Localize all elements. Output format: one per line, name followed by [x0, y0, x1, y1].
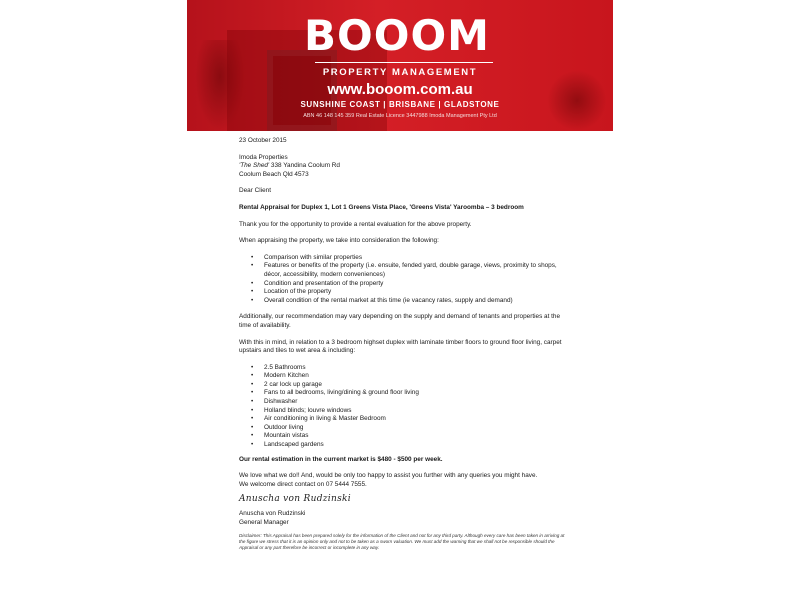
- palm-silhouette-right: [547, 70, 607, 131]
- brand-logo: BOOOM: [304, 11, 490, 60]
- regions-list: SUNSHINE COAST | BRISBANE | GLADSTONE: [300, 100, 500, 109]
- disclaimer: Disclaimer: This Appraisal has been prepared solely for the information of the Client and not for any third party. Although every care has been taken in arriving at the figure we stress that it is an opinion only and not to be taken as a sworn valuation. We must add the warning that we shall not be responsible should the Appraisal or any part therefore be incorrect or incomplete in any way.: [239, 533, 565, 551]
- intro-paragraph: Thank you for the opportunity to provide a rental evaluation for the above property.: [239, 220, 472, 228]
- signer-title: General Manager: [239, 518, 289, 526]
- list-item: • Location of the property: [239, 288, 569, 297]
- list-item: • Condition and presentation of the property: [239, 280, 569, 289]
- closing-line-1: We love what we do!! And, would be only too happy to assist you further with any queries you might have.: [239, 472, 538, 480]
- letterhead-banner: [187, 0, 613, 131]
- letter-date: 23 October 2015: [239, 137, 287, 144]
- list-item: • Mountain vistas: [239, 432, 569, 441]
- brand-tagline: PROPERTY MANAGEMENT: [322, 67, 478, 78]
- abn-licence: ABN 46 148 145 359 Real Estate Licence 3447988 Imoda Management Pty Ltd: [303, 113, 497, 119]
- recipient-name: Imoda Properties: [239, 153, 288, 161]
- considerations-intro: When appraising the property, we take into consideration the following:: [239, 237, 439, 245]
- list-item: • Fans to all bedrooms, living/dining & ground floor living: [239, 389, 569, 398]
- salutation: Dear Client: [239, 187, 271, 195]
- list-item: • Holland blinds; louvre windows: [239, 407, 569, 416]
- address-street: 338 Yandina Coolum Rd: [269, 162, 340, 170]
- rental-estimate: Our rental estimation in the current market is $480 - $500 per week.: [239, 455, 443, 463]
- recipient-city: Coolum Beach Qld 4573: [239, 170, 309, 178]
- list-item: • 2.5 Bathrooms: [239, 364, 569, 373]
- features-list: [239, 364, 569, 450]
- letter-page: [187, 0, 613, 600]
- list-item: • Features or benefits of the property (i.e. ensuite, fended yard, double garage, views, proximity to shops, décor, accessibility, modern conveniences): [239, 262, 569, 279]
- additional-paragraph: Additionally, our recommendation may vary depending on the supply and demand of tenants and properties at the time of availability.: [239, 313, 561, 329]
- list-item: • Comparison with similar properties: [239, 254, 569, 263]
- list-item: • Dishwasher: [239, 398, 569, 407]
- closing-line-2: We welcome direct contact on 07 5444 7555.: [239, 480, 367, 488]
- list-item: • 2 car lock up garage: [239, 381, 569, 390]
- address-italic: 'The Shed': [239, 162, 270, 170]
- list-item: • Outdoor living: [239, 424, 569, 433]
- letter-body: [239, 137, 569, 551]
- handwritten-signature: Anuscha von Rudzinski: [239, 494, 351, 505]
- description-paragraph: With this in mind, in relation to a 3 bedroom highset duplex with laminate timber floors to ground floor living, carpet upstairs and tiles to wet area & including:: [239, 338, 562, 355]
- website-link[interactable]: www.booom.com.au: [327, 81, 473, 98]
- list-item: • Modern Kitchen: [239, 372, 569, 381]
- recipient-address: [239, 162, 569, 171]
- list-item: • Landscaped gardens: [239, 441, 569, 450]
- list-item: • Air conditioning in living & Master Bedroom: [239, 415, 569, 424]
- logo-divider: [315, 62, 493, 63]
- considerations-list: [239, 254, 569, 306]
- signer-name: Anuscha von Rudzinski: [239, 510, 306, 517]
- letter-subject: Rental Appraisal for Duplex 1, Lot 1 Greens Vista Place, 'Greens Vista' Yaroomba – 3 bedroom: [239, 203, 524, 211]
- list-item: • Overall condition of the rental market at this time (ie vacancy rates, supply and demand): [239, 297, 569, 306]
